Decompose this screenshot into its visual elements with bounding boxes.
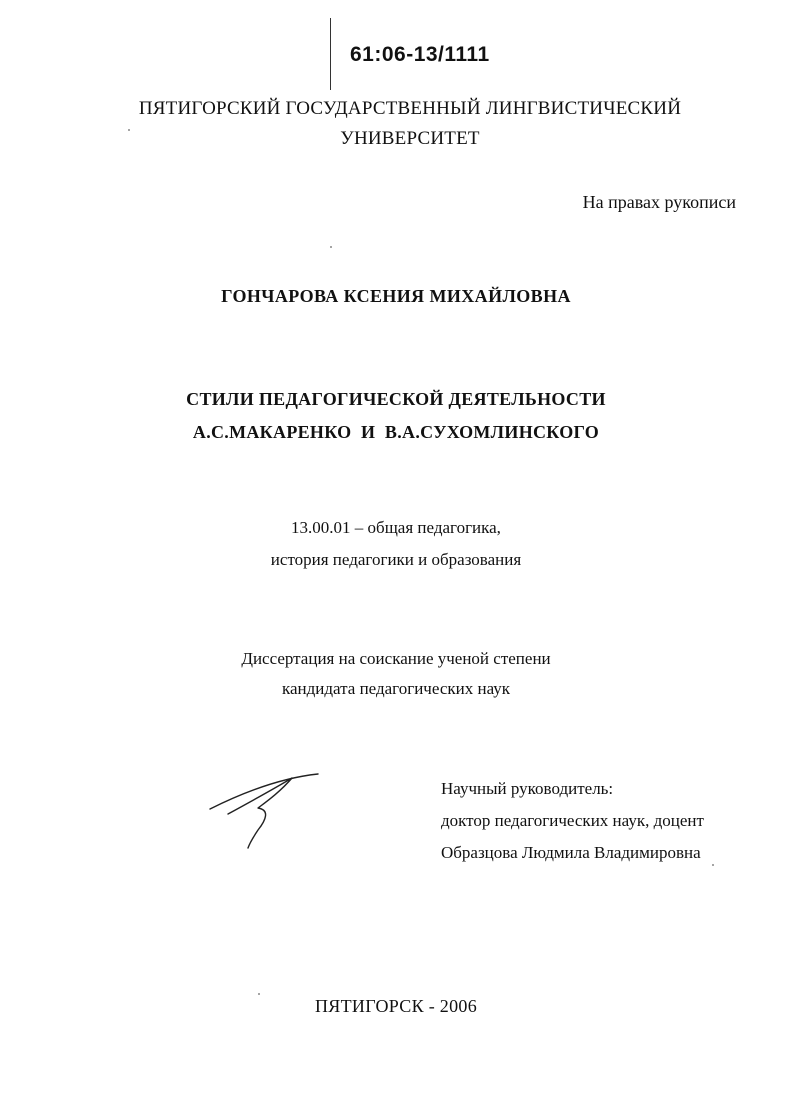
- advisor-title: доктор педагогических наук, доцент: [441, 811, 704, 830]
- thesis-title-line2: А.С.МАКАРЕНКО И В.А.СУХОМЛИНСКОГО: [192, 422, 600, 442]
- university-name-line1: ПЯТИГОРСКИЙ ГОСУДАРСТВЕННЫЙ ЛИНГВИСТИЧЕСКИЙ: [138, 98, 682, 119]
- specialty-line2: история педагогики и образования: [270, 550, 522, 569]
- specialty-line1: 13.00.01 – общая педагогика,: [291, 518, 501, 537]
- scan-speck: [712, 864, 714, 866]
- advisor-block: [441, 773, 704, 869]
- advisor-signature: [200, 764, 340, 854]
- archive-stamp-rule: [330, 18, 331, 90]
- advisor-label: Научный руководитель:: [441, 779, 614, 798]
- archive-code: 61:06-13/1111: [350, 43, 490, 66]
- university-name-line2: УНИВЕРСИТЕТ: [340, 128, 480, 149]
- scan-speck: [330, 246, 332, 248]
- advisor-name: Образцова Людмила Владимировна: [441, 843, 701, 862]
- city-year: ПЯТИГОРСК - 2006: [315, 996, 477, 1016]
- manuscript-note: На правах рукописи: [582, 192, 736, 212]
- specialty-code: [0, 512, 792, 576]
- thesis-title: [0, 383, 792, 449]
- thesis-title-line1: СТИЛИ ПЕДАГОГИЧЕСКОЙ ДЕЯТЕЛЬНОСТИ: [186, 389, 606, 409]
- scan-speck: [258, 993, 260, 995]
- degree-statement: [0, 644, 792, 704]
- university-name: [100, 94, 720, 154]
- scan-speck: [128, 129, 130, 131]
- degree-line2: кандидата педагогических наук: [281, 679, 511, 698]
- author-name: ГОНЧАРОВА КСЕНИЯ МИХАЙЛОВНА: [221, 286, 571, 306]
- degree-line1: Диссертация на соискание ученой степени: [241, 649, 551, 668]
